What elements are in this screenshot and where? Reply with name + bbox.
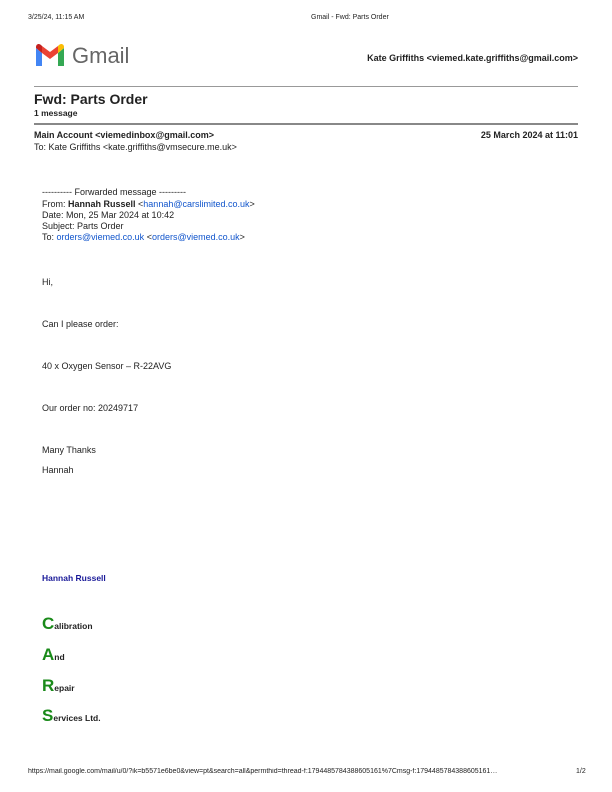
signature-initial: A [42,645,55,664]
from-close: > [249,199,255,209]
signature-line-and [42,645,65,665]
message-date: 25 March 2024 at 11:01 [480,130,578,140]
body-greeting: Hi, [42,277,53,287]
header-divider [34,86,578,87]
signature-name: Hannah Russell [42,573,106,583]
to-close: > [239,232,245,242]
page-number: 1/2 [576,768,586,775]
gmail-wordmark: Gmail [72,43,130,68]
body-thanks: Many Thanks [42,445,96,455]
to-open: < [144,232,152,242]
signature-initial: S [42,706,54,725]
signature-line-calibration [42,614,93,634]
forwarded-to [42,232,245,242]
body-order-no: Our order no: 20249717 [42,403,139,413]
signature-rest: nd [54,652,65,662]
sender: Main Account <viemedinbox@gmail.com> [34,130,214,140]
forwarded-from [42,199,255,209]
signature-rest: alibration [54,621,93,631]
signature-initial: C [42,614,55,633]
forwarded-subject: Subject: Parts Order [42,221,124,231]
subject-divider [34,123,578,125]
to-email-link[interactable]: orders@viemed.co.uk [56,232,145,242]
forwarded-divider: ---------- Forwarded message --------- [42,187,186,197]
from-open: < [135,199,144,209]
from-email-link[interactable]: hannah@carslimited.co.uk [143,199,250,209]
account-email: Kate Griffiths <viemed.kate.griffiths@gmail.com> [367,53,578,63]
to-email-link-2[interactable]: orders@viemed.co.uk [151,232,240,242]
signature-rest: epair [54,683,75,693]
signature-line-repair [42,676,75,696]
signature-rest: ervices Ltd. [53,713,101,723]
message-to: To: Kate Griffiths <kate.griffiths@vmsecure.me.uk> [34,142,237,152]
message-count: 1 message [34,108,78,118]
signature-initial: R [42,676,55,695]
forwarded-date: Date: Mon, 25 Mar 2024 at 10:42 [42,210,175,220]
footer-url: https://mail.google.com/mail/u/0/?ik=b5571e6be0&view=pt&search=all&permthid=thread-f:1794485784388605161%7Cmsg-f:179448578438860516​1… [28,768,498,775]
thread-subject: Fwd: Parts Order [34,91,148,107]
to-label: To: [42,232,57,242]
body-request: Can I please order: [42,319,119,329]
gmail-logo-icon [34,42,66,68]
message-from [34,130,214,140]
body-item: 40 x Oxygen Sensor – R-22AVG [42,361,172,371]
signature-line-services [42,706,101,726]
print-title: Gmail - Fwd: Parts Order [311,14,389,21]
body-name: Hannah [42,465,74,475]
from-name: Hannah Russell [68,199,136,209]
from-label: From: [42,199,68,209]
print-datetime: 3/25/24, 11:15 AM [28,14,85,21]
